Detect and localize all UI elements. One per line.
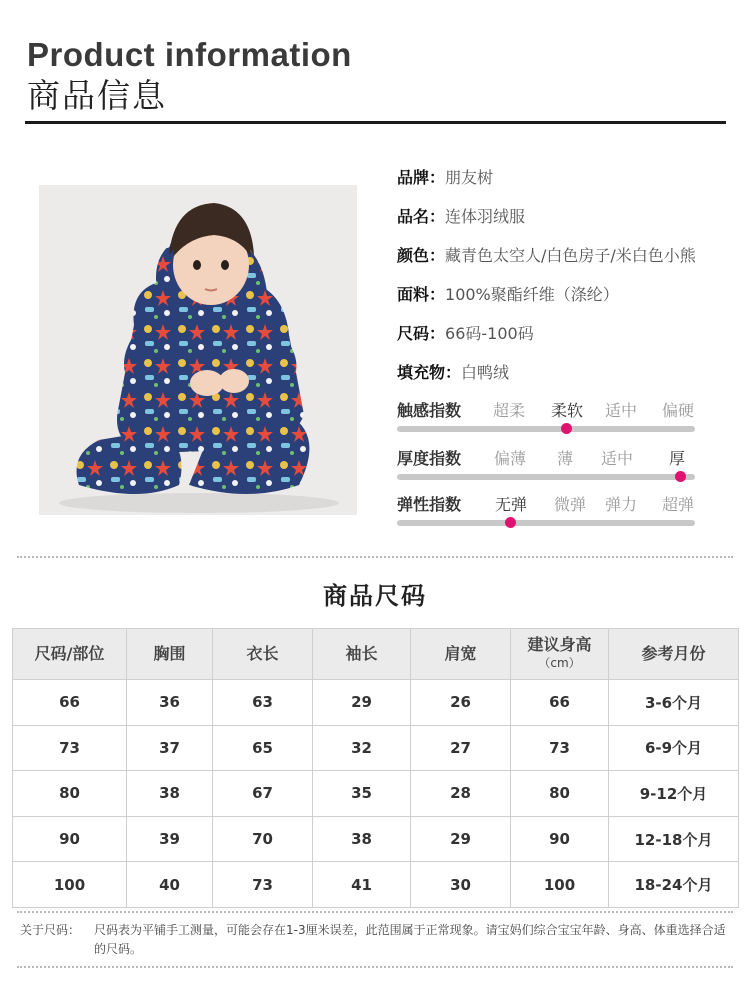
scale-label: 弹性指数 bbox=[397, 495, 462, 514]
header-divider bbox=[25, 121, 726, 124]
column-header: 衣长 bbox=[213, 629, 313, 680]
info-value: 朋友树 bbox=[445, 168, 494, 187]
table-header-row bbox=[13, 629, 739, 680]
section-divider bbox=[17, 556, 733, 558]
scale-option: 微弹 bbox=[554, 495, 587, 514]
table-cell: 73 bbox=[511, 725, 609, 771]
scale-option: 无弹 bbox=[495, 495, 528, 514]
table-cell: 80 bbox=[511, 771, 609, 817]
column-header: 肩宽 bbox=[411, 629, 511, 680]
baby-snowsuit-illustration bbox=[39, 185, 357, 515]
info-value: 连体羽绒服 bbox=[445, 207, 526, 226]
scale-option: 偏硬 bbox=[662, 401, 695, 420]
info-label: 颜色： bbox=[397, 246, 446, 265]
table-cell: 26 bbox=[411, 680, 511, 726]
info-label: 品名： bbox=[397, 207, 446, 226]
table-cell: 73 bbox=[213, 862, 313, 908]
scale-option: 薄 bbox=[557, 449, 574, 468]
table-cell: 70 bbox=[213, 816, 313, 862]
table-cell: 39 bbox=[127, 816, 213, 862]
scale-bar bbox=[397, 426, 695, 432]
info-value: 100%聚酯纤维（涤纶） bbox=[445, 285, 619, 304]
table-cell: 66 bbox=[511, 680, 609, 726]
scale-option: 厚 bbox=[669, 449, 686, 468]
column-header: 参考月份 bbox=[609, 629, 739, 680]
column-header: 建议身高 bbox=[527, 635, 592, 654]
elasticity-scale bbox=[397, 492, 697, 516]
scale-bar bbox=[397, 474, 695, 480]
note-text: 尺码表为平铺手工测量，可能会存在1-3厘米误差，此范围属于正常现象。请宝妈们综合宝宝年龄、身高、体重选择合适的尺码。 bbox=[94, 923, 726, 956]
table-cell: 65 bbox=[213, 725, 313, 771]
scale-option: 适中 bbox=[601, 449, 634, 468]
table-cell: 6-9个月 bbox=[609, 725, 739, 771]
column-header: 袖长 bbox=[313, 629, 411, 680]
info-value: 66码-100码 bbox=[445, 324, 534, 343]
info-row-color bbox=[397, 244, 747, 283]
table-cell: 12-18个月 bbox=[609, 816, 739, 862]
column-header: 胸围 bbox=[127, 629, 213, 680]
softness-scale bbox=[397, 398, 697, 422]
table-cell: 29 bbox=[313, 680, 411, 726]
title-english: Product information bbox=[27, 36, 352, 73]
table-row bbox=[13, 725, 739, 771]
size-table bbox=[12, 628, 739, 908]
scale-indicator-dot bbox=[561, 423, 572, 434]
column-header-height bbox=[511, 629, 609, 680]
table-cell: 27 bbox=[411, 725, 511, 771]
note-divider-top bbox=[17, 911, 733, 913]
info-label: 尺码： bbox=[397, 324, 446, 343]
size-table-body bbox=[13, 680, 739, 908]
table-cell: 18-24个月 bbox=[609, 862, 739, 908]
table-cell: 90 bbox=[13, 816, 127, 862]
table-cell: 9-12个月 bbox=[609, 771, 739, 817]
note-label: 关于尺码： bbox=[20, 923, 81, 937]
product-photo bbox=[39, 185, 357, 515]
table-cell: 28 bbox=[411, 771, 511, 817]
scale-bar bbox=[397, 520, 695, 526]
scale-option: 适中 bbox=[605, 401, 638, 420]
info-row-brand bbox=[397, 166, 747, 205]
thickness-scale bbox=[397, 446, 697, 470]
scale-option: 偏薄 bbox=[494, 449, 527, 468]
table-cell: 73 bbox=[13, 725, 127, 771]
info-row-name bbox=[397, 205, 747, 244]
table-cell: 32 bbox=[313, 725, 411, 771]
table-cell: 90 bbox=[511, 816, 609, 862]
page-header bbox=[27, 36, 727, 118]
scale-label: 厚度指数 bbox=[397, 449, 462, 468]
scale-option: 超柔 bbox=[493, 401, 526, 420]
size-section-title: 商品尺码 bbox=[323, 582, 427, 610]
table-cell: 36 bbox=[127, 680, 213, 726]
scale-indicator-dot bbox=[675, 471, 686, 482]
table-row bbox=[13, 862, 739, 908]
table-row bbox=[13, 771, 739, 817]
table-cell: 80 bbox=[13, 771, 127, 817]
table-cell: 100 bbox=[511, 862, 609, 908]
scale-indicator-dot bbox=[505, 517, 516, 528]
info-row-fabric bbox=[397, 283, 747, 322]
table-cell: 35 bbox=[313, 771, 411, 817]
info-label: 面料： bbox=[397, 285, 446, 304]
title-chinese: 商品信息 bbox=[27, 76, 167, 115]
info-label: 填充物： bbox=[397, 363, 462, 382]
table-cell: 29 bbox=[411, 816, 511, 862]
scale-label: 触感指数 bbox=[397, 401, 462, 420]
product-info-list bbox=[397, 166, 747, 400]
table-cell: 38 bbox=[313, 816, 411, 862]
info-value: 藏青色太空人/白色房子/米白色小熊 bbox=[445, 246, 696, 265]
table-cell: 3-6个月 bbox=[609, 680, 739, 726]
table-cell: 100 bbox=[13, 862, 127, 908]
scale-option: 超弹 bbox=[662, 495, 695, 514]
info-row-size bbox=[397, 322, 747, 361]
table-row bbox=[13, 816, 739, 862]
table-row bbox=[13, 680, 739, 726]
note-divider-bottom bbox=[17, 966, 733, 968]
info-value: 白鸭绒 bbox=[461, 363, 510, 382]
scale-option: 柔软 bbox=[551, 401, 584, 420]
column-header: 尺码/部位 bbox=[13, 629, 127, 680]
height-unit: （cm） bbox=[538, 656, 581, 670]
table-cell: 67 bbox=[213, 771, 313, 817]
table-cell: 66 bbox=[13, 680, 127, 726]
table-cell: 38 bbox=[127, 771, 213, 817]
table-cell: 40 bbox=[127, 862, 213, 908]
table-cell: 63 bbox=[213, 680, 313, 726]
table-cell: 30 bbox=[411, 862, 511, 908]
table-cell: 37 bbox=[127, 725, 213, 771]
info-label: 品牌： bbox=[397, 168, 446, 187]
info-row-filling bbox=[397, 361, 747, 400]
scale-option: 弹力 bbox=[605, 495, 638, 514]
table-cell: 41 bbox=[313, 862, 411, 908]
